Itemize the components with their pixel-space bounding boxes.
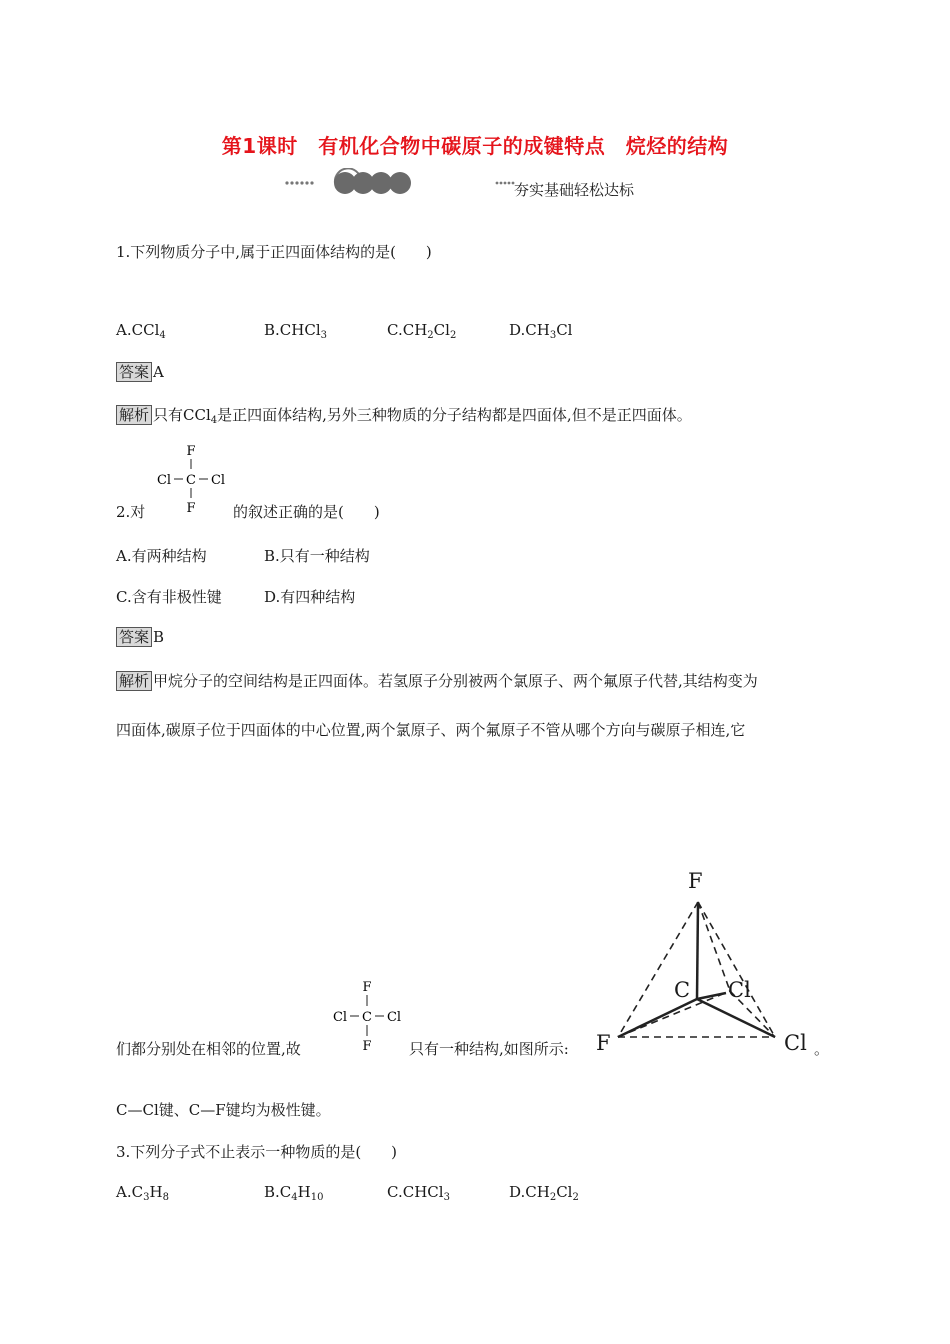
q1-option-a: A.CCl$_4$ bbox=[116, 321, 166, 341]
structural-formula-inline bbox=[326, 975, 408, 1055]
formula-atom-bottom: F bbox=[362, 1039, 372, 1054]
question-3-stem: 3.下列分子式不止表示一种物质的是( ) bbox=[116, 1143, 398, 1161]
q3-option-a: $A.C_3H_8$ bbox=[116, 1183, 169, 1203]
q2-stem-prefix: 2.对 bbox=[116, 503, 146, 521]
tetra-atom-right: Cl bbox=[784, 1031, 807, 1055]
formula-atom-top: F bbox=[186, 444, 196, 459]
page-title: 第1课时 有机化合物中碳原子的成键特点 烷烃的结构 bbox=[221, 134, 729, 158]
q2-option-d: D.有四种结构 bbox=[264, 588, 356, 606]
formula-atom-right: Cl bbox=[386, 1010, 402, 1025]
section-label: 夯实基础轻松达标 bbox=[514, 181, 635, 199]
q2-analysis-line-3-end: 。 bbox=[814, 1040, 830, 1058]
q1-option-c: $C.CH_2Cl_2$ bbox=[387, 321, 457, 341]
q2-option-b: B.只有一种结构 bbox=[264, 547, 370, 565]
formula-atom-bottom: F bbox=[186, 501, 196, 516]
structural-formula-cf2cl2 bbox=[150, 438, 232, 518]
answer-tag: 答案 bbox=[116, 362, 152, 382]
q2-analysis-line-2: 四面体,碳原子位于四面体的中心位置,两个氯原子、两个氟原子不管从哪个方向与碳原子相连,它 bbox=[116, 721, 746, 739]
tetrahedron-diagram bbox=[590, 866, 820, 1058]
q2-analysis-line-3-prefix: 们都分别处在相邻的位置,故 bbox=[116, 1040, 301, 1058]
analysis-tag: 解析 bbox=[116, 405, 152, 425]
q2-analysis-line-3-middle: 只有一种结构,如图所示: bbox=[409, 1040, 569, 1058]
analysis-tag: 解析 bbox=[116, 671, 152, 691]
formula-atom-center: C bbox=[362, 1010, 372, 1025]
q1-answer: 答案 A bbox=[116, 362, 164, 382]
q2-analysis-line-4: C—Cl键、C—F键均为极性键。 bbox=[116, 1101, 331, 1119]
q3-option-c: C.CHCl$_3$ bbox=[387, 1183, 450, 1203]
q2-option-a: A.有两种结构 bbox=[116, 547, 207, 565]
q2-stem-suffix: 的叙述正确的是( ) bbox=[233, 503, 380, 521]
q1-analysis: 解析 只有CCl$_4$是正四面体结构,另外三种物质的分子结构都是四面体,但不是正四面体。 bbox=[116, 404, 692, 426]
q2-analysis-line-1: 解析 甲烷分子的空间结构是正四面体。若氢原子分别被两个氯原子、两个氟原子代替,其结构变为 bbox=[116, 670, 758, 691]
q3-option-d: $D.CH_2Cl_2$ bbox=[509, 1183, 579, 1203]
formula-atom-right: Cl bbox=[210, 473, 226, 488]
formula-atom-left: Cl bbox=[156, 473, 172, 488]
answer-tag: 答案 bbox=[116, 627, 152, 647]
q3-option-b: $B.C_4H_{10}$ bbox=[264, 1183, 324, 1203]
formula-atom-top: F bbox=[362, 980, 372, 995]
q1-option-b: B.CHCl$_3$ bbox=[264, 321, 328, 341]
q1-option-d: $D.CH_3Cl$ bbox=[509, 321, 573, 341]
tetra-atom-top: F bbox=[688, 869, 703, 893]
section-banner-decoration bbox=[283, 168, 518, 198]
q2-answer: 答案 B bbox=[116, 627, 164, 647]
tetra-atom-back: Cl bbox=[728, 978, 751, 1002]
q2-option-c: C.含有非极性键 bbox=[116, 588, 222, 606]
formula-atom-left: Cl bbox=[332, 1010, 348, 1025]
tetra-atom-left: F bbox=[596, 1031, 611, 1055]
tetra-atom-center: C bbox=[674, 978, 691, 1002]
question-1-stem: 1.下列物质分子中,属于正四面体结构的是( ) bbox=[116, 243, 432, 261]
formula-atom-center: C bbox=[186, 473, 196, 488]
